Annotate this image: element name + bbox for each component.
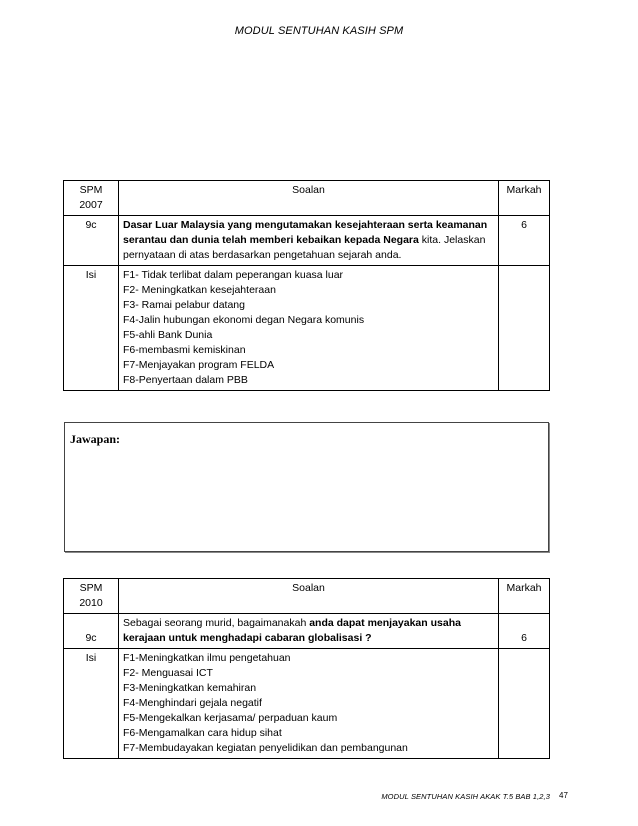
isi-list [119,266,499,391]
isi-item: F1-Meningkatkan ilmu pengetahuan [123,652,291,664]
isi-row [64,649,550,759]
question-bold-text: anda dapat menjayakan usaha kerajaan untuk menghadapi cabaran globalisasi ? [123,617,461,644]
year-header-cell [64,181,119,216]
isi-item: F5-ahli Bank Dunia [123,329,213,341]
year-label: 2007 [79,199,103,211]
table-header-row [64,181,550,216]
page-number: 47 [559,791,568,800]
spm-label: SPM [79,184,103,196]
answer-box[interactable] [64,422,549,552]
spm-label: SPM [79,582,103,594]
isi-item: F8-Penyertaan dalam PBB [123,374,248,386]
isi-item: F3-Meningkatkan kemahiran [123,682,257,694]
question-text [119,216,499,266]
isi-marks-empty [499,266,550,391]
isi-marks-empty [499,649,550,759]
year-label: 2010 [79,597,103,609]
question-row [64,216,550,266]
isi-row [64,266,550,391]
page-header: MODUL SENTUHAN KASIH SPM [234,25,404,37]
table-header-row [64,579,550,614]
question-marks: 6 [499,614,550,649]
question-plain-text: Sebagai seorang murid, bagaimanakah [123,617,310,629]
isi-item: F7-Menjayakan program FELDA [123,359,275,371]
question-bold-text: Dasar Luar Malaysia yang mengutamakan kesejahteraan serta keamanan serantau dan dunia telah memberi kebaikan kepada Negara [123,219,488,246]
soalan-header: Soalan [119,579,499,614]
isi-item: F4-Menghindari gejala negatif [123,697,262,709]
isi-label: Isi [64,649,119,759]
isi-item: F7-Membudayakan kegiatan penyelidikan dan pembangunan [123,742,408,754]
isi-item: F6-Mengamalkan cara hidup sihat [123,727,282,739]
question-marks: 6 [499,216,550,266]
isi-item: F6-membasmi kemiskinan [123,344,246,356]
question-number: 9c [64,216,119,266]
question-row [64,614,550,649]
year-header-cell [64,579,119,614]
question-number: 9c [64,614,119,649]
isi-item: F5-Mengekalkan kerjasama/ perpaduan kaum [123,712,338,724]
isi-label: Isi [64,266,119,391]
isi-item: F1- Tidak terlibat dalam peperangan kuasa luar [123,269,344,281]
markah-header: Markah [499,181,550,216]
question-rest-text: kita. Jelaskan pernyataan di atas berdasarkan pengetahuan sejarah anda. [123,234,486,261]
answer-label: Jawapan: [70,432,121,446]
question-table-2010 [63,578,550,759]
page-footer: MODUL SENTUHAN KASIH AKAK T.5 BAB 1,2,3 [381,792,550,801]
isi-item: F2- Meningkatkan kesejahteraan [123,284,276,296]
markah-header: Markah [499,579,550,614]
isi-item: F2- Menguasai ICT [123,667,213,679]
question-text [119,614,499,649]
isi-list [119,649,499,759]
question-table-2007 [63,180,550,391]
isi-item: F4-Jalin hubungan ekonomi degan Negara komunis [123,314,365,326]
isi-item: F3- Ramai pelabur datang [123,299,245,311]
soalan-header: Soalan [119,181,499,216]
